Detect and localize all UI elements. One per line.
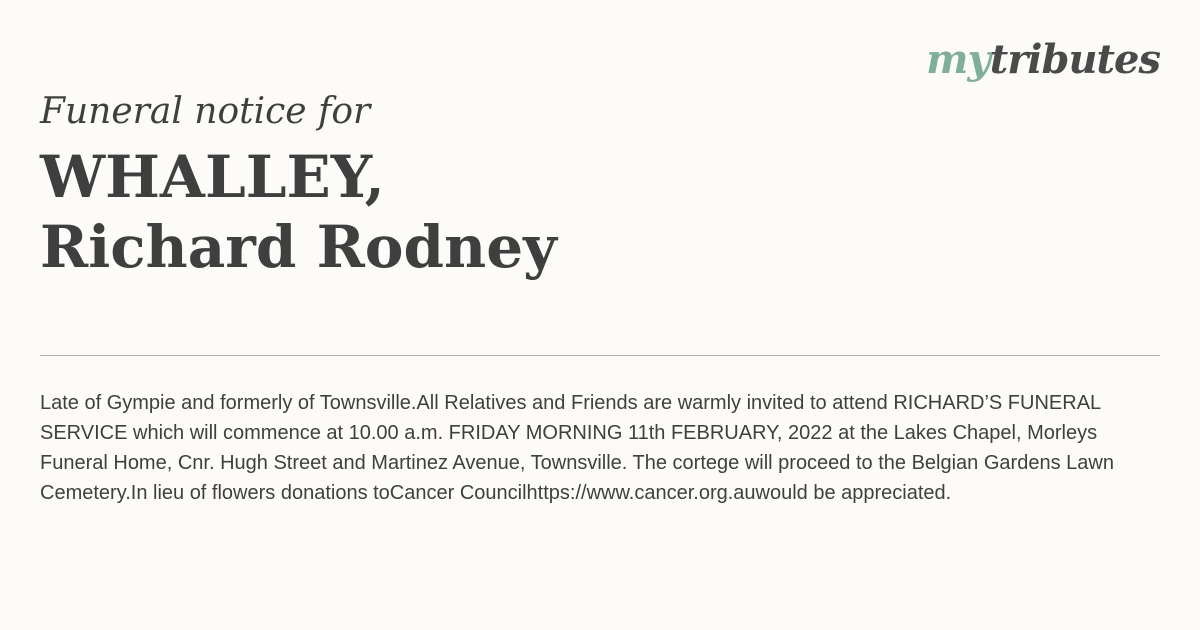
deceased-name [40, 142, 557, 282]
logo-my: my [926, 36, 990, 83]
mytributes-logo[interactable] [926, 36, 1160, 84]
notice-heading: Funeral notice for [40, 91, 371, 132]
logo-tributes: tributes [989, 36, 1160, 83]
divider [40, 355, 1160, 356]
notice-body: Late of Gympie and formerly of Townsville.All Relatives and Friends are warmly invited to attend RICHARD’S FUNERAL SERVICE which will commence at 10.00 a.m. FRIDAY MORNING 11th FEBRUARY, 2022 at the Lakes Chapel, Morleys Funeral Home, Cnr. Hugh Street and Martinez Avenue, Townsville. The cortege will proceed to the Belgian Gardens Lawn Cemetery.In lieu of flowers donations toCancer Councilhttps://www.cancer.org.auwould be appreciated. [40, 392, 1114, 504]
deceased-surname: WHALLEY, [40, 143, 385, 211]
deceased-given-names: Richard Rodney [40, 213, 557, 281]
